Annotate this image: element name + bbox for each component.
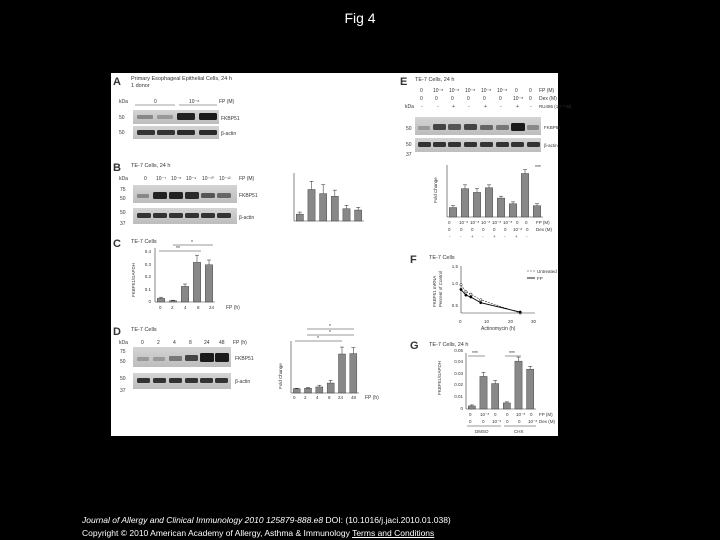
panel-d-bar (338, 354, 345, 393)
panel-c-bar (157, 298, 164, 302)
panel-e-marker-1: 50 (406, 126, 412, 132)
panel-c-xtick-3: 8 (197, 305, 200, 310)
panel-b-fp-label: FP (M) (239, 176, 255, 182)
panel-e-dex-cell: 10⁻⁸ (513, 227, 523, 232)
panel-e-ru-cell: + (515, 234, 518, 239)
panel-e-ru-cell: - (504, 234, 506, 239)
panel-e-dex-cell: 0 (483, 96, 486, 102)
terms-link[interactable]: Terms and Conditions (352, 528, 435, 538)
panel-f-point (470, 296, 472, 298)
panel-d-ylabel: Fold Change (278, 363, 283, 389)
panel-e-bar (521, 174, 528, 217)
panel-e-dex-cell: 0 (471, 227, 474, 232)
panel-e-dex-cell: 0 (526, 227, 529, 232)
footer (82, 514, 682, 540)
panel-e-ru-cell: - (526, 234, 528, 239)
panel-b-col-1: 0 (144, 176, 147, 182)
panel-g-dex-cell: 0 (506, 419, 509, 424)
panel-e-fp-cell: 10⁻⁸ (470, 220, 480, 225)
panel-b-letter: B (113, 162, 121, 174)
panel-e-fp-label: FP (M) (539, 88, 555, 94)
panel-c-ytick-4: 0.4 (144, 249, 151, 254)
panel-f-series-line (461, 290, 520, 313)
panel-e-bar (509, 204, 516, 217)
panel-g-bar (527, 369, 534, 409)
panel-g-ytick-5: 0.05 (454, 348, 463, 353)
panel-c-sig-1: * (191, 240, 193, 246)
panel-e-ylabel: Fold Change (433, 177, 438, 203)
panel-e-ru-cell: - (482, 234, 484, 239)
panel-c-bar (169, 301, 176, 302)
panel-e-dex-cell: 0 (482, 227, 485, 232)
panel-g-fp-row (469, 412, 553, 417)
panel-d-band-2: β-actin (235, 379, 251, 385)
panel-e-dex-label-bottom: Dex (M) (536, 227, 552, 232)
panel-b-marker-3: 50 (120, 210, 126, 216)
panel-g-fp-cell: 10⁻⁸ (480, 412, 490, 417)
panel-c-bar (181, 286, 188, 302)
panel-b-bar (331, 196, 338, 221)
panel-f-point (480, 301, 482, 303)
panel-e-dex-cell: 0 (435, 96, 438, 102)
panel-e-fp-cell: 10⁻⁸ (481, 88, 492, 94)
panel-c-ytick-1: 0.1 (144, 287, 151, 292)
panel-c-xtick-2: 4 (184, 305, 187, 310)
panel-b-kda: kDa (119, 176, 128, 182)
panel-e-kda: kDa (405, 104, 414, 110)
panel-f-xlabel: Actinomycin (h) (481, 326, 516, 332)
panel-d-xtick-1: 2 (304, 395, 307, 400)
panel-g-group-2: CHX (514, 429, 524, 434)
panel-a-marker-2: 50 (119, 130, 125, 136)
panel-c-ytick-0: 0 (148, 299, 151, 304)
panel-f-header: TE-7 Cells (429, 255, 455, 261)
panel-c-xlabel: FP (h) (226, 305, 240, 311)
panel-f-point (460, 288, 462, 290)
panel-b-marker-1: 75 (120, 187, 126, 193)
panel-d-col-2: 2 (157, 340, 160, 346)
panel-g-dex-row (469, 419, 555, 424)
panel-e-fp-cell: 10⁻⁸ (481, 220, 491, 225)
panel-e-fp-cell: 10⁻⁸ (497, 88, 508, 94)
panel-e-fp-cell: 10⁻⁸ (465, 88, 476, 94)
panel-f-point (480, 299, 482, 301)
panel-e-fp-row-bottom (448, 220, 550, 225)
panel-g-ytick-1: 0.01 (454, 394, 463, 399)
panel-c-bar (205, 265, 212, 302)
panel-f-letter: F (410, 254, 417, 266)
page-title: Fig 4 (344, 10, 376, 26)
panel-d-xtick-0: 0 (293, 395, 296, 400)
panel-e-dex-cell: 0 (467, 96, 470, 102)
panel-d-xtick-4: 24 (338, 395, 344, 400)
panel-f-series-line (461, 285, 520, 313)
panel-e-header: TE-7 Cells, 24 h (415, 77, 455, 83)
panel-b-bar (355, 210, 362, 221)
panel-a-letter: A (113, 76, 121, 88)
panel-e-dex-cell: 0 (504, 227, 507, 232)
panel-d-marker-4: 37 (120, 388, 126, 394)
panel-g-sig-2: *** (509, 351, 515, 357)
panel-d-sig-3: * (317, 336, 319, 342)
panel-f-xtick-0: 0 (459, 319, 462, 324)
panel-e-dex-cell: 0 (499, 96, 502, 102)
panel-e-dex-row (420, 96, 557, 102)
panel-f-ylabel-1: FKBP51 mRNA (432, 275, 437, 307)
panel-e-ru-cell: - (437, 104, 439, 110)
panel-e-dex-cell: 10⁻⁸ (513, 96, 524, 102)
panel-e-marker-2: 50 (406, 142, 412, 148)
panel-f-xtick-3: 30 (531, 319, 537, 324)
panel-a-col-2: 10⁻⁸ (189, 99, 200, 105)
panel-f-ylabel-2: Percent of Control (438, 270, 443, 307)
panel-e-fp-label-bottom: FP (M) (536, 220, 550, 225)
panel-a-band-2: β-actin (221, 131, 237, 137)
panel-e-dex-row-bottom (448, 227, 552, 232)
panel-d-bar (350, 354, 357, 393)
panel-b-marker-2: 50 (120, 196, 126, 202)
panel-g-ylabel: FKBP51/GAPDH (437, 360, 442, 395)
panel-e-dex-cell: 0 (529, 96, 532, 102)
panel-f-ytick-0: 0.5 (451, 303, 458, 308)
panel-e-ru-cell: - (449, 234, 451, 239)
panel-e-fp-cell: 0 (525, 220, 528, 225)
panel-f-xtick-2: 20 (508, 319, 514, 324)
panel-e-fp-cell: 10⁻⁸ (459, 220, 469, 225)
panel-b-col-5: 10⁻¹⁰ (202, 176, 214, 182)
panel-b-col-2: 10⁻⁷ (156, 176, 167, 182)
figure-svg (111, 73, 572, 436)
panel-d-col-3: 4 (173, 340, 176, 346)
panel-e-ru-cell: - (460, 234, 462, 239)
panel-g-ytick-3: 0.03 (454, 371, 463, 376)
panel-a-col-1: 0 (154, 99, 157, 105)
panel-e-fp-cell: 0 (516, 220, 519, 225)
panel-d-bar (316, 387, 323, 393)
panel-d-xtick-5: 48 (351, 395, 357, 400)
panel-d-col-6: 48 (219, 340, 225, 346)
panel-a-band-1: FKBP51 (221, 116, 240, 122)
panel-e-bar (473, 192, 480, 217)
panel-g-ytick-4: 0.04 (454, 359, 463, 364)
panel-g-fp-cell: 10⁻⁸ (516, 412, 526, 417)
panel-a-subheader: 1 donor (131, 83, 150, 89)
panel-d-xtick-2: 4 (316, 395, 319, 400)
panel-f-point (460, 284, 462, 286)
panel-f-ytick-1: 1.0 (451, 281, 458, 286)
panel-c-sig-2: ** (176, 246, 180, 252)
panel-f-point (465, 291, 467, 293)
panel-g-fp-cell: 0 (530, 412, 533, 417)
panel-e-bar (461, 189, 468, 217)
panel-b-bar (320, 194, 327, 221)
panel-b-bar (343, 209, 350, 221)
panel-e-ru-cell: - (421, 104, 423, 110)
panel-e-ru-row (405, 104, 572, 110)
panel-d-fp-label: FP (h) (233, 340, 247, 346)
panel-g-fp-label: FP (M) (539, 412, 553, 417)
panel-e-band-1: FKBP51 (544, 125, 561, 130)
panel-c-bar (193, 262, 200, 302)
panel-a-kda: kDa (119, 99, 128, 105)
panel-e-dex-cell: 0 (460, 227, 463, 232)
panel-d-marker-2: 50 (120, 359, 126, 365)
panel-a-fp-label: FP (M) (219, 99, 235, 105)
panel-d-letter: D (113, 326, 121, 338)
panel-b-bar (296, 214, 303, 221)
panel-g-letter: G (410, 340, 419, 352)
panel-e-dex-cell: 0 (448, 227, 451, 232)
panel-e-dex-label: Dex (M) (539, 96, 557, 102)
panel-e-bar (449, 208, 456, 217)
panel-e-ru-cell: + (471, 234, 474, 239)
panel-c-ytick-3: 0.3 (144, 262, 151, 267)
panel-e-ru-cell: + (452, 104, 455, 110)
panel-g-dex-cell: 10⁻⁸ (492, 419, 502, 424)
panel-e-dex-cell: 0 (493, 227, 496, 232)
panel-d-col-4: 8 (189, 340, 192, 346)
panel-c-header: TE-7 Cells (131, 239, 157, 245)
panel-d-bar (304, 388, 311, 393)
panel-d-header: TE-7 Cells (131, 327, 157, 333)
panel-d-band-1: FKBP51 (235, 356, 254, 362)
panel-c-xtick-1: 2 (171, 305, 174, 310)
panel-e-fp-cell: 10⁻⁸ (449, 88, 460, 94)
panel-g-group-1: DMSO (475, 429, 489, 434)
panel-g-ytick-0: 0 (460, 406, 463, 411)
footer-journal: Journal of Allergy and Clinical Immunology 2010 125879-888.e8 (82, 515, 324, 525)
panel-f-point (465, 294, 467, 296)
panel-b-marker-4: 37 (120, 221, 126, 227)
panel-d-sig-2: * (329, 330, 331, 336)
panel-e-fp-cell: 10⁻⁸ (492, 220, 502, 225)
panel-e-ru-cell: - (500, 104, 502, 110)
panel-e-fp-cell: 10⁻⁸ (433, 88, 444, 94)
panel-e-fp-cell: 10⁻⁸ (503, 220, 513, 225)
panel-f-point (470, 293, 472, 295)
panel-g-fp-cell: 0 (469, 412, 472, 417)
panel-g-sig-1: *** (472, 351, 478, 357)
panel-f-xtick-1: 10 (484, 319, 490, 324)
panel-e-fp-cell: 0 (515, 88, 518, 94)
panel-c-xtick-4: 24 (209, 305, 215, 310)
panel-g-bar (468, 406, 475, 409)
panel-e-dex-cell: 0 (420, 96, 423, 102)
panel-e-marker-3: 37 (406, 152, 412, 158)
panel-a-header: Primary Esophageal Epithelial Cells, 24 h (131, 76, 232, 82)
footer-copyright: Copyright © 2010 American Academy of Allergy, Asthma & Immunology (82, 528, 350, 538)
panel-e-ru-cell: + (493, 234, 496, 239)
panel-g-bar (480, 376, 487, 409)
panel-g-dex-cell: 0 (469, 419, 472, 424)
panel-d-col-1: 0 (141, 340, 144, 346)
panel-b-bar (308, 189, 315, 221)
panel-e-band-2: β-actin (544, 143, 558, 148)
figure-panel (111, 73, 572, 436)
panel-g-bar (515, 361, 522, 409)
panel-e-letter: E (400, 76, 408, 88)
panel-d-xlabel: FP (h) (365, 395, 379, 401)
panel-g-bar (503, 403, 510, 409)
panel-f-legend-1: Untreated (537, 269, 557, 274)
panel-d-kda: kDa (119, 340, 128, 346)
panel-e-bar (533, 206, 540, 217)
panel-e-fp-row (420, 88, 555, 94)
panel-e-bar (485, 188, 492, 217)
panel-g-fp-cell: 0 (506, 412, 509, 417)
panel-e-sig: *** (535, 165, 541, 171)
panel-b-col-4: 10⁻⁹ (186, 176, 197, 182)
panel-e-ru-cell: - (530, 104, 532, 110)
panel-g-header: TE-7 Cells, 24 h (429, 342, 469, 348)
panel-e-fp-cell: 0 (448, 220, 451, 225)
panel-e-ru-cell: - (468, 104, 470, 110)
panel-g-fp-cell: 0 (494, 412, 497, 417)
panel-b-header: TE-7 Cells, 24 h (131, 163, 171, 169)
panel-c-ytick-2: 0.2 (144, 274, 151, 279)
panel-f-ytick-2: 1.5 (451, 264, 458, 269)
panel-f-point (519, 311, 521, 313)
panel-g-dex-cell: 0 (482, 419, 485, 424)
panel-e-ru-row-bottom (449, 234, 528, 239)
panel-g-dex-label: Dex (M) (539, 419, 555, 424)
panel-g-dex-cell: 0 (518, 419, 521, 424)
panel-g-ytick-2: 0.02 (454, 382, 463, 387)
panel-c-xtick-0: 0 (159, 305, 162, 310)
panel-f-legend-2: FP (537, 276, 543, 281)
panel-d-col-5: 24 (204, 340, 210, 346)
panel-b-col-3: 10⁻⁸ (171, 176, 182, 182)
panel-d-xtick-3: 8 (328, 395, 331, 400)
panel-g-dex-cell: 10⁻⁸ (528, 419, 538, 424)
panel-e-ru-cell: + (516, 104, 519, 110)
panel-e-ru-cell: + (484, 104, 487, 110)
panel-b-band-1: FKBP51 (239, 193, 258, 199)
panel-d-marker-3: 50 (120, 376, 126, 382)
panel-d-bar (293, 389, 300, 393)
panel-e-ru-label: RU486 (10⁻⁶ M) (539, 104, 572, 109)
panel-b-band-2: β-actin (239, 215, 255, 221)
panel-c-letter: C (113, 238, 121, 250)
panel-e-fp-cell: 0 (420, 88, 423, 94)
panel-d-sig-1: * (329, 324, 331, 330)
panel-e-dex-cell: 0 (451, 96, 454, 102)
panel-d-marker-1: 75 (120, 349, 126, 355)
panel-a-marker-1: 50 (119, 115, 125, 121)
panel-c-ylabel: FKBP51/GAPDH (131, 262, 136, 297)
panel-g-bar (492, 384, 499, 409)
panel-d-bar (327, 383, 334, 393)
panel-e-bar (497, 198, 504, 217)
panel-e-fp-cell: 0 (529, 88, 532, 94)
panel-b-col-6: 10⁻¹² (219, 176, 231, 182)
footer-doi: DOI: (10.1016/j.jaci.2010.01.038) (325, 515, 451, 525)
